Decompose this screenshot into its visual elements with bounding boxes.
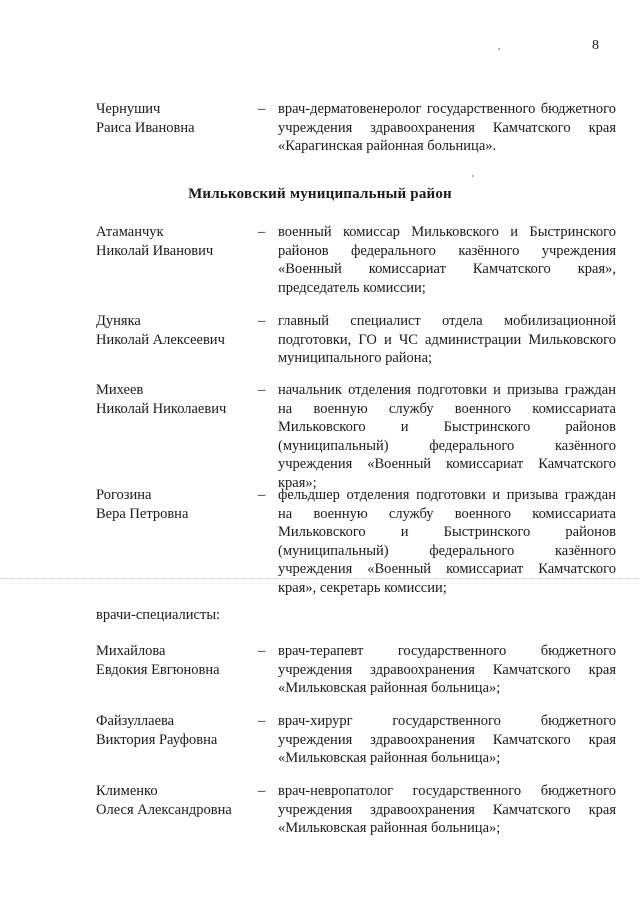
scan-speck bbox=[498, 48, 500, 50]
separator-dash: – bbox=[258, 101, 266, 117]
member-position: врач-дерматовенеролог государственного бюджетного учреждения здравоохранения Камчатского края «Карагинская районная больница». bbox=[278, 101, 616, 154]
member-position: врач-хирург государственного бюджетного учреждения здравоохранения Камчатского края «Мильковская районная больница»; bbox=[278, 713, 616, 766]
member-position: врач-терапевт государственного бюджетного учреждения здравоохранения Камчатского края «Мильковская районная больница»; bbox=[278, 643, 616, 696]
member-given-names: Раиса Ивановна bbox=[96, 119, 195, 136]
subheading-specialists: врачи-специалисты: bbox=[96, 607, 221, 623]
member-name bbox=[96, 100, 256, 137]
member-name bbox=[96, 312, 256, 349]
member-name bbox=[96, 712, 256, 749]
separator-dash: – bbox=[258, 487, 266, 503]
member-surname: Михайлова bbox=[96, 643, 166, 659]
member-name bbox=[96, 782, 256, 819]
member-given-names: Николай Алексеевич bbox=[96, 331, 225, 348]
member-given-names: Олеся Александровна bbox=[96, 801, 232, 818]
member-surname: Файзуллаева bbox=[96, 713, 175, 729]
member-name bbox=[96, 486, 256, 523]
member-given-names: Виктория Рауфовна bbox=[96, 731, 218, 748]
separator-dash: – bbox=[258, 224, 266, 240]
separator-dash: – bbox=[258, 783, 266, 799]
separator-dash: – bbox=[258, 313, 266, 329]
member-given-names: Николай Николаевич bbox=[96, 400, 227, 417]
member-position: фельдшер отделения подготовки и призыва граждан на военную службу военного комиссариата Мильковского и Быстринского районов (муниципальный) федерального казённого учреждения «Военный комиссариат Камчатского края», секретарь комиссии; bbox=[278, 487, 616, 596]
member-position: начальник отделения подготовки и призыва граждан на военную службу военного комиссариата Мильковского и Быстринского районов (муниципальный) федерального казённого учреждения «Военный комиссариат Камчатского края»; bbox=[278, 382, 616, 491]
member-given-names: Николай Иванович bbox=[96, 242, 214, 259]
scan-speck bbox=[472, 175, 474, 177]
member-surname: Дуняка bbox=[96, 313, 141, 329]
page-number: 8 bbox=[592, 38, 599, 53]
member-name bbox=[96, 642, 256, 679]
separator-dash: – bbox=[258, 382, 266, 398]
member-given-names: Вера Петровна bbox=[96, 505, 189, 522]
member-name bbox=[96, 381, 256, 418]
separator-dash: – bbox=[258, 713, 266, 729]
member-surname: Чернушич bbox=[96, 101, 161, 117]
member-surname: Клименко bbox=[96, 783, 158, 799]
member-surname: Атаманчук bbox=[96, 224, 164, 240]
member-surname: Рогозина bbox=[96, 487, 152, 503]
member-given-names: Евдокия Евгюновна bbox=[96, 661, 220, 678]
separator-dash: – bbox=[258, 643, 266, 659]
member-position: главный специалист отдела мобилизационной подготовки, ГО и ЧС администрации Мильковского муниципального района; bbox=[278, 313, 616, 366]
section-title: Мильковский муниципальный район bbox=[188, 186, 452, 202]
member-position: военный комиссар Мильковского и Быстринского районов федерального казённого учреждения «Военный комиссариат Камчатского края», председатель комиссии; bbox=[278, 224, 616, 296]
member-surname: Михеев bbox=[96, 382, 144, 398]
member-name bbox=[96, 223, 256, 260]
member-position: врач-невропатолог государственного бюджетного учреждения здравоохранения Камчатского края «Мильковская районная больница»; bbox=[278, 783, 616, 836]
